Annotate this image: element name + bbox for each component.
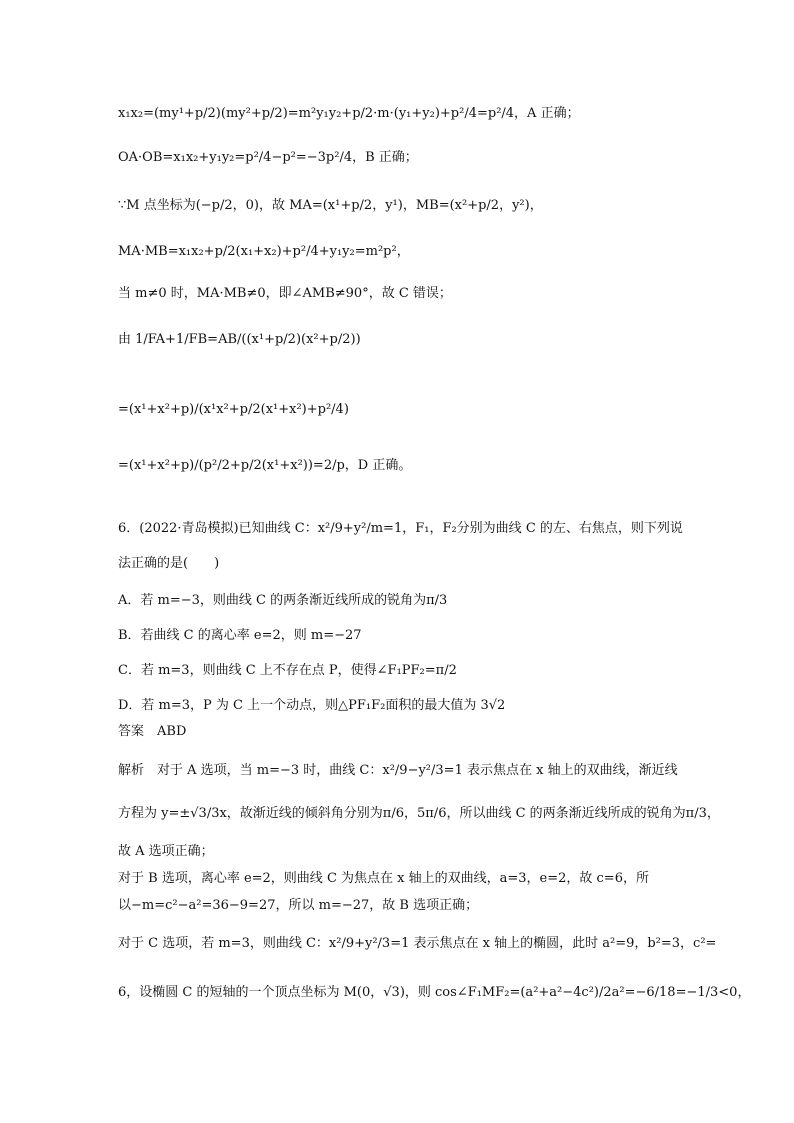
analysis-line-5: 以−m=c²−a²=36−9=27，所以 m=−27，故 B 选项正确； (118, 898, 479, 913)
option-c: C．若 m=3，则曲线 C 上不存在点 P，使得∠F₁PF₂=π/2 (118, 663, 457, 678)
answer-line: 答案 ABD (118, 724, 187, 739)
solution-line-5: 当 m≠0 时，MA·MB≠0，即∠AMB≠90°，故 C 错误； (118, 286, 452, 301)
analysis-line-2: 方程为 y=±√3/3x，故渐近线的倾斜角分别为π/6，5π/6，所以曲线 C 的两条渐近线所成的锐角为π/3， (118, 806, 720, 821)
option-d: D．若 m=3，P 为 C 上一个动点，则△PF₁F₂面积的最大值为 3√2 (118, 698, 506, 713)
solution-line-2: OA·OB=x₁x₂+y₁y₂=p²/4−p²=−3p²/4，B 正确； (118, 150, 418, 165)
solution-line-7: =(x¹+x²+p)/(x¹x²+p/2(x¹+x²)+p²/4) (118, 402, 349, 417)
solution-line-1: x₁x₂=(my¹+p/2)(my²+p/2)=m²y₁y₂+p/2·m·(y₁+y₂)+p²/4=p²/4，A 正确； (118, 106, 580, 121)
question-6-stem-cont: 法正确的是( ) (118, 556, 220, 571)
question-6-stem: 6．(2022·青岛模拟)已知曲线 C：x²/9+y²/m=1，F₁，F₂分别为曲线 C 的左、右焦点，则下列说 (118, 521, 683, 536)
solution-line-3: ∵M 点坐标为(−p/2，0)，故 MA=(x¹+p/2，y¹)，MB=(x²+p/2，y²)， (118, 198, 543, 213)
analysis-line-1: 解析 对于 A 选项，当 m=−3 时，曲线 C：x²/9−y²/3=1 表示焦点在 x 轴上的双曲线，渐近线 (118, 763, 678, 778)
option-b: B．若曲线 C 的离心率 e=2，则 m=−27 (118, 628, 362, 643)
solution-line-8: =(x¹+x²+p)/(p²/2+p/2(x¹+x²))=2/p，D 正确。 (118, 458, 412, 473)
solution-line-4: MA·MB=x₁x₂+p/2(x₁+x₂)+p²/4+y₁y₂=m²p²， (118, 244, 410, 259)
analysis-line-4: 对于 B 选项，离心率 e=2，则曲线 C 为焦点在 x 轴上的双曲线，a=3，e=2，故 c=6，所 (118, 871, 649, 886)
analysis-line-3: 故 A 选项正确； (118, 844, 214, 859)
solution-line-6: 由 1/FA+1/FB=AB/((x¹+p/2)(x²+p/2)) (118, 332, 361, 347)
analysis-line-7: 6，设椭圆 C 的短轴的一个顶点坐标为 M(0，√3)，则 cos∠F₁MF₂=(a²+a²−4c²)/2a²=−6/18=−1/3<0， (118, 985, 751, 1000)
analysis-line-6: 对于 C 选项，若 m=3，则曲线 C：x²/9+y²/3=1 表示焦点在 x 轴上的椭圆，此时 a²=9，b²=3，c²= (118, 936, 717, 951)
option-a: A．若 m=−3，则曲线 C 的两条渐近线所成的锐角为π/3 (118, 593, 448, 608)
